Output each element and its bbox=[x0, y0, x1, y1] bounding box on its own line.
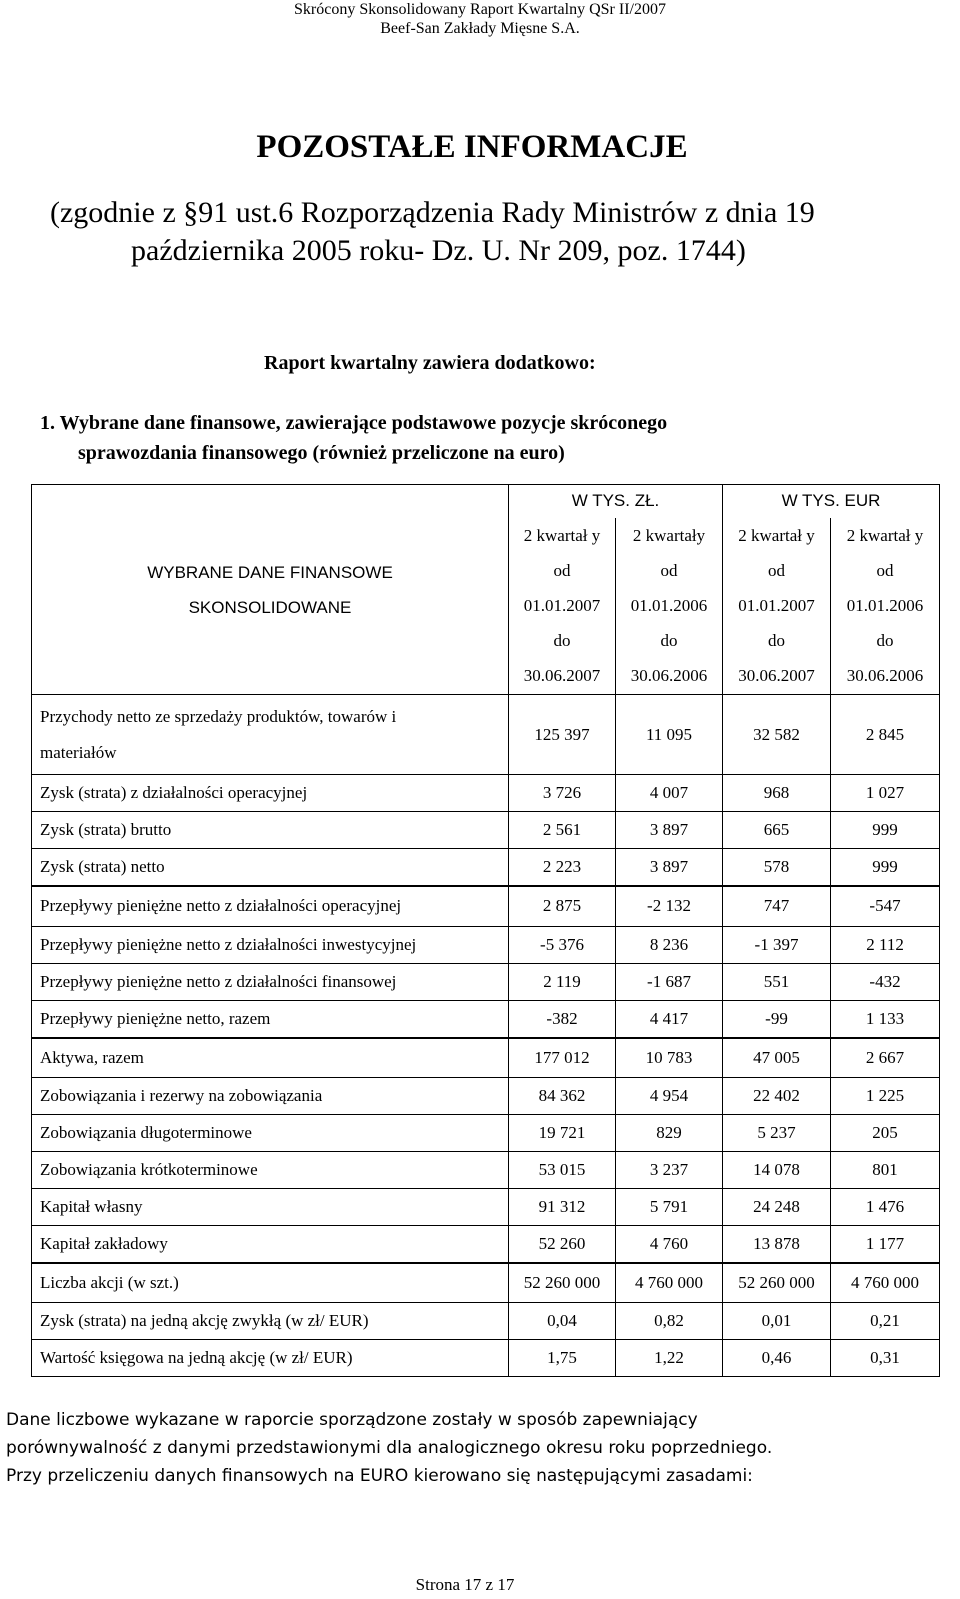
page-number: Strona 17 z 17 bbox=[415, 1575, 515, 1594]
period-header-line: od bbox=[553, 561, 571, 581]
value-cell: 4 760 000 bbox=[831, 1263, 940, 1303]
value-cell: 0,21 bbox=[831, 1303, 940, 1340]
table-row bbox=[32, 1340, 940, 1377]
table-row bbox=[32, 964, 940, 1001]
value-cell: 14 078 bbox=[723, 1152, 831, 1189]
footer-note bbox=[6, 1406, 772, 1490]
value-cell: -432 bbox=[831, 964, 940, 1001]
value-cell: 3 897 bbox=[616, 812, 723, 849]
value-cell: -382 bbox=[509, 1001, 616, 1038]
value-cell: 4 760 bbox=[616, 1226, 723, 1263]
intro-heading: Raport kwartalny zawiera dodatkowo: bbox=[264, 352, 596, 374]
section-title: POZOSTAŁE INFORMACJE bbox=[256, 129, 688, 165]
value-cell: 0,01 bbox=[723, 1303, 831, 1340]
period-header bbox=[509, 518, 616, 695]
table-row bbox=[32, 1078, 940, 1115]
period-header-line: od bbox=[768, 561, 786, 581]
period-header-line: 2 kwartał y bbox=[523, 526, 601, 546]
value-cell: 47 005 bbox=[723, 1038, 831, 1078]
value-cell: 0,46 bbox=[723, 1340, 831, 1377]
value-cell: -1 397 bbox=[723, 927, 831, 964]
value-cell: 32 582 bbox=[723, 695, 831, 775]
value-cell: 3 897 bbox=[616, 849, 723, 886]
value-cell: 747 bbox=[723, 886, 831, 927]
value-cell: 999 bbox=[831, 849, 940, 886]
row-label: Zysk (strata) brutto bbox=[32, 812, 509, 849]
table-row bbox=[32, 1115, 940, 1152]
period-header-line: 2 kwartały bbox=[632, 526, 706, 546]
period-header-line: 01.01.2006 bbox=[846, 596, 924, 616]
table-row bbox=[32, 1038, 940, 1078]
period-header-line: 01.01.2007 bbox=[738, 596, 815, 616]
period-header-line: od bbox=[660, 561, 678, 581]
value-cell: 52 260 000 bbox=[723, 1263, 831, 1303]
legal-basis-line-2: października 2005 roku- Dz. U. Nr 209, poz. 1744) bbox=[131, 234, 746, 267]
period-header-line: 30.06.2007 bbox=[523, 666, 601, 686]
table-row bbox=[32, 927, 940, 964]
value-cell: 11 095 bbox=[616, 695, 723, 775]
row-label: Zobowiązania krótkoterminowe bbox=[32, 1152, 509, 1189]
list-item-1-line-1: 1. Wybrane dane finansowe, zawierające podstawowe pozycje skróconego bbox=[40, 412, 668, 434]
row-label: Kapitał własny bbox=[32, 1189, 509, 1226]
list-item-1 bbox=[40, 408, 667, 468]
period-header-line: do bbox=[768, 631, 786, 651]
period-header-line: do bbox=[660, 631, 678, 651]
table-row bbox=[32, 812, 940, 849]
value-cell: 2 845 bbox=[831, 695, 940, 775]
value-cell: 1,22 bbox=[616, 1340, 723, 1377]
value-cell: 2 112 bbox=[831, 927, 940, 964]
table-row bbox=[32, 886, 940, 927]
period-header-line: 30.06.2006 bbox=[846, 666, 924, 686]
value-cell: 52 260 bbox=[509, 1226, 616, 1263]
row-label: Przepływy pieniężne netto z działalności operacyjnej bbox=[32, 886, 509, 927]
row-label: Liczba akcji (w szt.) bbox=[32, 1263, 509, 1303]
row-label: Kapitał zakładowy bbox=[32, 1226, 509, 1263]
value-cell: 5 791 bbox=[616, 1189, 723, 1226]
value-cell: 2 119 bbox=[509, 964, 616, 1001]
row-label-line: materiałów bbox=[40, 742, 117, 762]
value-cell: 4 954 bbox=[616, 1078, 723, 1115]
value-cell: 13 878 bbox=[723, 1226, 831, 1263]
value-cell: 1 177 bbox=[831, 1226, 940, 1263]
value-cell: 4 417 bbox=[616, 1001, 723, 1038]
value-cell: 10 783 bbox=[616, 1038, 723, 1078]
period-header-line: 2 kwartał y bbox=[846, 526, 924, 546]
row-label-line: Przychody netto ze sprzedaży produktów, towarów i bbox=[40, 706, 397, 726]
value-cell: 5 237 bbox=[723, 1115, 831, 1152]
value-cell: 1 476 bbox=[831, 1189, 940, 1226]
value-cell: 1 027 bbox=[831, 775, 940, 812]
table-row bbox=[32, 695, 940, 775]
period-header-line: od bbox=[876, 561, 894, 581]
value-cell: 1 225 bbox=[831, 1078, 940, 1115]
value-cell: 2 223 bbox=[509, 849, 616, 886]
value-cell: 4 760 000 bbox=[616, 1263, 723, 1303]
footer-note-line-2: porównywalność z danymi przedstawionymi dla analogicznego okresu roku poprzedniego. bbox=[6, 1438, 773, 1458]
row-label: Aktywa, razem bbox=[32, 1038, 509, 1078]
table-row bbox=[32, 849, 940, 886]
value-cell: 801 bbox=[831, 1152, 940, 1189]
value-cell: 999 bbox=[831, 812, 940, 849]
value-cell: 125 397 bbox=[509, 695, 616, 775]
value-cell: 8 236 bbox=[616, 927, 723, 964]
value-cell: 22 402 bbox=[723, 1078, 831, 1115]
value-cell: 2 561 bbox=[509, 812, 616, 849]
value-cell: 0,04 bbox=[509, 1303, 616, 1340]
row-label: Przepływy pieniężne netto z działalności inwestycyjnej bbox=[32, 927, 509, 964]
period-header-line: 2 kwartał y bbox=[738, 526, 815, 546]
report-header-company: Beef-San Zakłady Mięsne S.A. bbox=[380, 20, 580, 37]
value-cell: 1,75 bbox=[509, 1340, 616, 1377]
table-title-line-2: SKONSOLIDOWANE bbox=[188, 597, 352, 617]
value-cell: -5 376 bbox=[509, 927, 616, 964]
period-header bbox=[723, 518, 831, 695]
period-header-line: 30.06.2007 bbox=[738, 666, 815, 686]
value-cell: 2 875 bbox=[509, 886, 616, 927]
report-header-title: Skrócony Skonsolidowany Raport Kwartalny QSr II/2007 bbox=[294, 1, 666, 18]
table-row bbox=[32, 1226, 940, 1263]
period-header-line: do bbox=[876, 631, 894, 651]
unit-header-eur: W TYS. EUR bbox=[723, 485, 940, 518]
value-cell: 2 667 bbox=[831, 1038, 940, 1078]
value-cell: -2 132 bbox=[616, 886, 723, 927]
row-label bbox=[32, 695, 509, 775]
value-cell: 1 133 bbox=[831, 1001, 940, 1038]
value-cell: 968 bbox=[723, 775, 831, 812]
table-title bbox=[32, 485, 509, 695]
row-label: Przepływy pieniężne netto z działalności finansowej bbox=[32, 964, 509, 1001]
value-cell: 578 bbox=[723, 849, 831, 886]
value-cell: 4 007 bbox=[616, 775, 723, 812]
value-cell: 91 312 bbox=[509, 1189, 616, 1226]
row-label: Zysk (strata) na jedną akcję zwykłą (w zł/ EUR) bbox=[32, 1303, 509, 1340]
value-cell: 205 bbox=[831, 1115, 940, 1152]
value-cell: 53 015 bbox=[509, 1152, 616, 1189]
table-row bbox=[32, 1303, 940, 1340]
table-title-line-1: WYBRANE DANE FINANSOWE bbox=[147, 562, 393, 582]
value-cell: 52 260 000 bbox=[509, 1263, 616, 1303]
period-header-line: 01.01.2006 bbox=[630, 596, 708, 616]
row-label: Zobowiązania i rezerwy na zobowiązania bbox=[32, 1078, 509, 1115]
legal-basis-line-1: (zgodnie z §91 ust.6 Rozporządzenia Rady Ministrów z dnia 19 bbox=[50, 196, 815, 229]
table-row bbox=[32, 1001, 940, 1038]
period-header bbox=[831, 518, 940, 695]
footer-note-line-3: Przy przeliczeniu danych finansowych na EURO kierowano się następującymi zasadami: bbox=[6, 1466, 753, 1486]
value-cell: 665 bbox=[723, 812, 831, 849]
value-cell: 24 248 bbox=[723, 1189, 831, 1226]
value-cell: -547 bbox=[831, 886, 940, 927]
value-cell: 19 721 bbox=[509, 1115, 616, 1152]
row-label: Zobowiązania długoterminowe bbox=[32, 1115, 509, 1152]
value-cell: 0,82 bbox=[616, 1303, 723, 1340]
value-cell: 177 012 bbox=[509, 1038, 616, 1078]
period-header bbox=[616, 518, 723, 695]
row-label: Zysk (strata) z działalności operacyjnej bbox=[32, 775, 509, 812]
row-label: Zysk (strata) netto bbox=[32, 849, 509, 886]
value-cell: 84 362 bbox=[509, 1078, 616, 1115]
value-cell: -1 687 bbox=[616, 964, 723, 1001]
footer-note-line-1: Dane liczbowe wykazane w raporcie sporządzone zostały w sposób zapewniający bbox=[6, 1410, 698, 1430]
table-row bbox=[32, 1152, 940, 1189]
period-header-line: do bbox=[553, 631, 571, 651]
table-row bbox=[32, 1189, 940, 1226]
period-header-line: 30.06.2006 bbox=[630, 666, 708, 686]
table-row bbox=[32, 775, 940, 812]
period-header-line: 01.01.2007 bbox=[523, 596, 601, 616]
table-row bbox=[32, 1263, 940, 1303]
value-cell: 0,31 bbox=[831, 1340, 940, 1377]
row-label: Przepływy pieniężne netto, razem bbox=[32, 1001, 509, 1038]
value-cell: 3 726 bbox=[509, 775, 616, 812]
financial-data-table bbox=[31, 484, 940, 1377]
list-item-1-line-2: sprawozdania finansowego (również przeliczone na euro) bbox=[78, 442, 565, 464]
value-cell: 829 bbox=[616, 1115, 723, 1152]
value-cell: -99 bbox=[723, 1001, 831, 1038]
unit-header-pln: W TYS. ZŁ. bbox=[509, 485, 723, 518]
value-cell: 551 bbox=[723, 964, 831, 1001]
value-cell: 3 237 bbox=[616, 1152, 723, 1189]
row-label: Wartość księgowa na jedną akcję (w zł/ EUR) bbox=[32, 1340, 509, 1377]
